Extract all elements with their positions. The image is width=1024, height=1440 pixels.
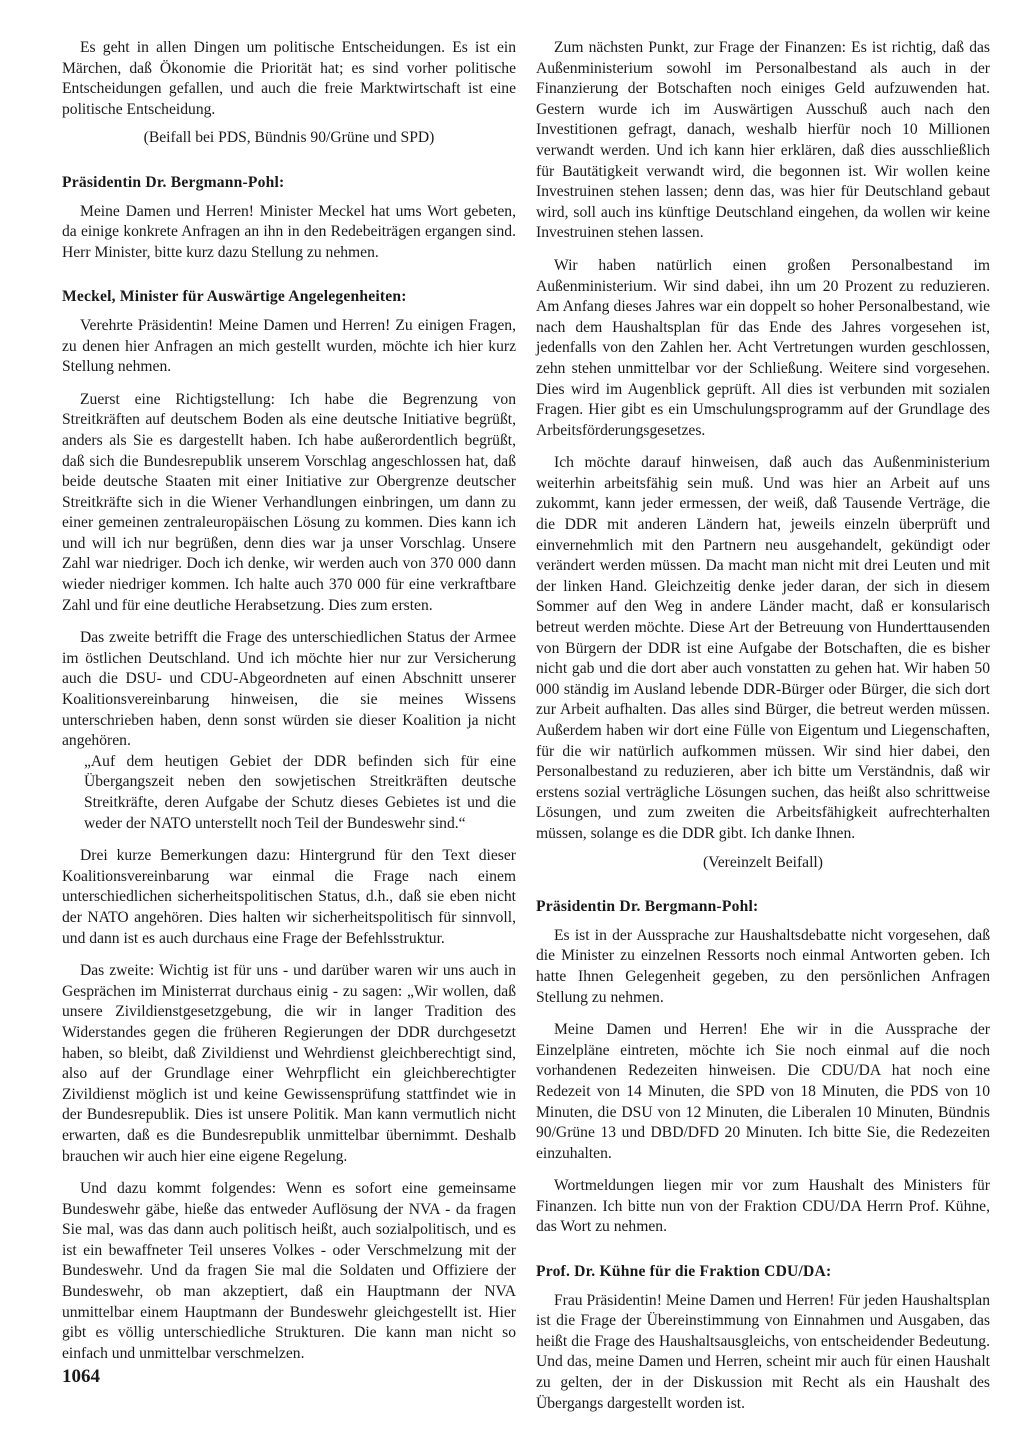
paragraph: Es ist in der Aussprache zur Haushaltsdebatte nicht vorgesehen, daß die Minister zu einzelnen Ressorts noch einmal Antworten geben. Ich hatte Ihnen Gelegenheit gegeben, zu den persönlichen Anfragen Stellung zu nehmen. [536, 926, 990, 1006]
paragraph: Wir haben natürlich einen großen Personalbestand im Außenministerium. Wir sind dabei, ihn um 20 Prozent zu reduzieren. Am Anfang dieses Jahres war ein doppelt so hoher Personalbestand, wie nach dem Haushaltsplan für das Ende des Jahres vorgesehen ist, jedenfalls von den Zahlen her. Acht Vertretungen wurden geschlossen, zehn stehen unmittelbar vor der Schließung. Weitere sind vorgesehen. Dies wird im Augenblick geprüft. All dies ist verbunden mit sozialen Fragen. Hier gibt es ein Umschulungsprogramm auf der Grundlage des Arbeitsförderungsgesetzes. [536, 256, 990, 439]
paragraph: Meine Damen und Herren! Ehe wir in die Aussprache der Einzelpläne eintreten, möchte ich Sie noch einmal auf die noch vorhandenen Redezeiten hinweisen. Die CDU/DA hat noch eine Redezeit von 14 Minuten, die SPD von 18 Minuten, die PDS von 10 Minuten, die DSU von 12 Minuten, die Liberalen 10 Minuten, Bündnis 90/Grüne 13 und DBD/DFD 20 Minuten. Ich bitte Sie, die Redezeiten einzuhalten. [536, 1021, 990, 1162]
paragraph: Das zweite betrifft die Frage des unterschiedlichen Status der Armee im östlichen Deutschland. Und ich möchte hier nur zur Versicherung auch die DSU- und CDU-Abgeordneten auf einen Abschnitt unserer Koalitionsvereinbarung hinweisen, die sie meines Wissens unterschrieben haben, denn sonst würden sie dieser Koalition ja nicht angehören. [62, 629, 516, 750]
speaker-heading: Meckel, Minister für Auswärtige Angelegenheiten: [62, 288, 407, 306]
applause-note: (Vereinzelt Beifall) [703, 853, 823, 871]
speaker-heading: Prof. Dr. Kühne für die Fraktion CDU/DA: [536, 1263, 832, 1281]
paragraph: Verehrte Präsidentin! Meine Damen und Herren! Zu einigen Fragen, zu denen hier Anfragen an mich gestellt wurden, möchte ich hier kurz Stellung nehmen. [62, 316, 516, 376]
paragraph: Wortmeldungen liegen mir vor zum Haushalt des Ministers für Finanzen. Ich bitte nun von der Fraktion CDU/DA Herrn Prof. Kühne, das Wort zu nehmen. [536, 1177, 990, 1236]
paragraph: Meine Damen und Herren! Minister Meckel hat ums Wort gebeten, da einige konkrete Anfragen an ihn in den Redebeiträgen ergangen sind. Herr Minister, bitte kurz dazu Stellung zu nehmen. [62, 202, 516, 261]
speaker-heading: Präsidentin Dr. Bergmann-Pohl: [536, 898, 759, 916]
paragraph: Und dazu kommt folgendes: Wenn es sofort eine gemeinsame Bundeswehr gäbe, hieße das entweder Auflösung der NVA - da fragen Sie mal, was das dann auch politisch heißt, auch sozialpolitisch, und es ist ein bewaffneter Teil unseres Volkes - oder Verschmelzung mit der Bundeswehr. Und da fragen Sie mal die Soldaten und Offiziere der Bundeswehr, ob man akzeptiert, daß ein Hauptmann der NVA unmittelbar einem Hauptmann der Bundeswehr gleichgestellt ist. Hier gibt es völlig unterschiedliche Strukturen. Die kann man nicht so einfach und unmittelbar verschmelzen. [62, 1180, 516, 1362]
paragraph: Das zweite: Wichtig ist für uns - und darüber waren wir uns auch in Gesprächen im Ministerrat durchaus einig - zu sagen: „Wir wollen, daß unsere Zivildienstgesetzgebung, die wir in langer Tradition des Widerstandes gegen die früheren Regierungen der DDR durchgesetzt haben, so bleibt, daß Zivildienst und Wehrdienst gleichberechtigt sind, also auf der Grundlage einer Wehrpflicht ein gleichberechtigter Zivildienst möglich ist und keine Gewissensprüfung stattfindet wie in der Bundesrepublik. Dies ist unsere Politik. Man kann vermutlich nicht erwarten, daß es die Bundesrepublik unmittelbar übernimmt. Deshalb brauchen wir auch hier eine eigene Regelung. [62, 962, 516, 1165]
paragraph: Es geht in allen Dingen um politische Entscheidungen. Es ist ein Märchen, daß Ökonomie die Priorität hat; es sind vorher politische Entscheidungen gefallen, und auch die freie Marktwirtschaft ist eine politische Entscheidung. [62, 39, 516, 118]
page-number: 1064 [62, 1366, 100, 1387]
paragraph: Zum nächsten Punkt, zur Frage der Finanzen: Es ist richtig, daß das Außenministerium sowohl im Personalbestand als auch in der Finanzierung der Botschaften noch einiges Geld aufzuwenden hat. Gestern wurde ich im Auswärtigen Ausschuß auch nach den Investitionen gefragt, danach, weshalb hierfür noch 10 Millionen verwandt werden. Und ich kann hier erklären, daß dies ausschließlich für Bautätigkeit verwandt wird, die begonnen ist. Wir wollen keine Investruinen stehen lassen; denn das, was hier für Deutschland gebaut wird, soll auch ins künftige Deutschland eingehen, da wollen wir keine Investruinen stehen lassen. [536, 39, 990, 242]
applause-note: (Beifall bei PDS, Bündnis 90/Grüne und SPD) [143, 129, 435, 147]
speaker-heading: Präsidentin Dr. Bergmann-Pohl: [62, 173, 285, 191]
paragraph: Drei kurze Bemerkungen dazu: Hintergrund für den Text dieser Koalitionsvereinbarung war einmal die Frage nach einem unterschiedlichen sicherheitspolitischen Status, d.h., daß sie eben nicht der NATO angehören. Dies halten wir sicherheitspolitisch für sinnvoll, und dann ist es auch durchaus eine Frage der Befehlsstruktur. [62, 847, 516, 947]
paragraph: Frau Präsidentin! Meine Damen und Herren! Für jeden Haushaltsplan ist die Frage der Übereinstimmung von Einnahmen und Ausgaben, das heißt die Frage des Haushaltsausgleichs, von entscheidender Bedeutung. Und das, meine Damen und Herren, scheint mir auch für einen Haushalt zu gelten, der in der Diskussion mit Recht als ein Haushalt des Übergangs dargestellt worden ist. [536, 1291, 990, 1412]
paragraph: Zuerst eine Richtigstellung: Ich habe die Begrenzung von Streitkräften auf deutschem Boden als eine deutsche Initiative begrüßt, anders als Sie es dargestellt haben. Ich habe außerordentlich begrüßt, daß sich die Bundesrepublik unserem Vorschlag angeschlossen hat, daß beide deutsche Staaten mit einer Initiative zur Obergrenze deutscher Streitkräfte sich in die Wiener Verhandlungen einbringen, um dann zu einer gemeinen zentraleuropäischen Lösung zu kommen. Dies kann ich und will ich nur begrüßen, denn dies war ja unser Vorschlag. Unsere Zahl war niedriger. Doch ich denke, wir werden auch von 370 000 dann wieder niedriger kommen. Ich halte auch 370 000 für eine verkraftbare Zahl und für eine deutliche Herabsetzung. Dies zum ersten. [62, 390, 516, 614]
left-column [62, 38, 516, 1364]
right-column [536, 38, 990, 1414]
block-quote: „Auf dem heutigen Gebiet der DDR befinden sich für eine Übergangszeit neben den sowjetischen Streitkräften deutsche Streitkräfte, deren Aufgabe der Schutz dieses Gebietes ist und die weder der NATO unterstellt noch Teil der Bundeswehr sind.“ [84, 752, 516, 832]
paragraph: Ich möchte darauf hinweisen, daß auch das Außenministerium weiterhin arbeitsfähig sein muß. Und was hier an Arbeit auf uns zukommt, kann jeder ermessen, der weiß, daß Tausende Verträge, die die DDR mit anderen Ländern hat, jeweils einzeln überprüft und einvernehmlich mit den Partnern neu ausgehandelt, gekündigt oder verändert werden müssen. Da macht man nicht mit drei Leuten und mit der linken Hand. Gleichzeitig denke jeder daran, der sich in diesem Sommer auf den Weg in andere Länder macht, daß er konsularisch betreut werden möchte. Diese Art der Betreuung von Hunderttausenden von Bürgern der DDR ist eine Aufgabe der Botschaften, die es bisher nicht gab und die dort aber auch vonstatten zu gehen hat. Wir haben 50 000 ständig im Ausland lebende DDR-Bürger oder Bürger, die sich dort zur Arbeit aufhalten. Das alles sind Bürger, die betreut werden müssen. Außerdem haben wir dort eine Fülle von Eigentum und Liegenschaften, für die wir natürlich aufkommen müssen. Wir sind hier dabei, den Personalbestand zu reduzieren, aber ich bitte um Verständnis, daß wir erstens sozial verträgliche Lösungen suchen, das heißt also schrittweise Lösungen, und zum zweiten die Arbeitsfähigkeit aufrechterhalten müssen, solange es die DDR gibt. Ich danke Ihnen. [536, 454, 990, 842]
